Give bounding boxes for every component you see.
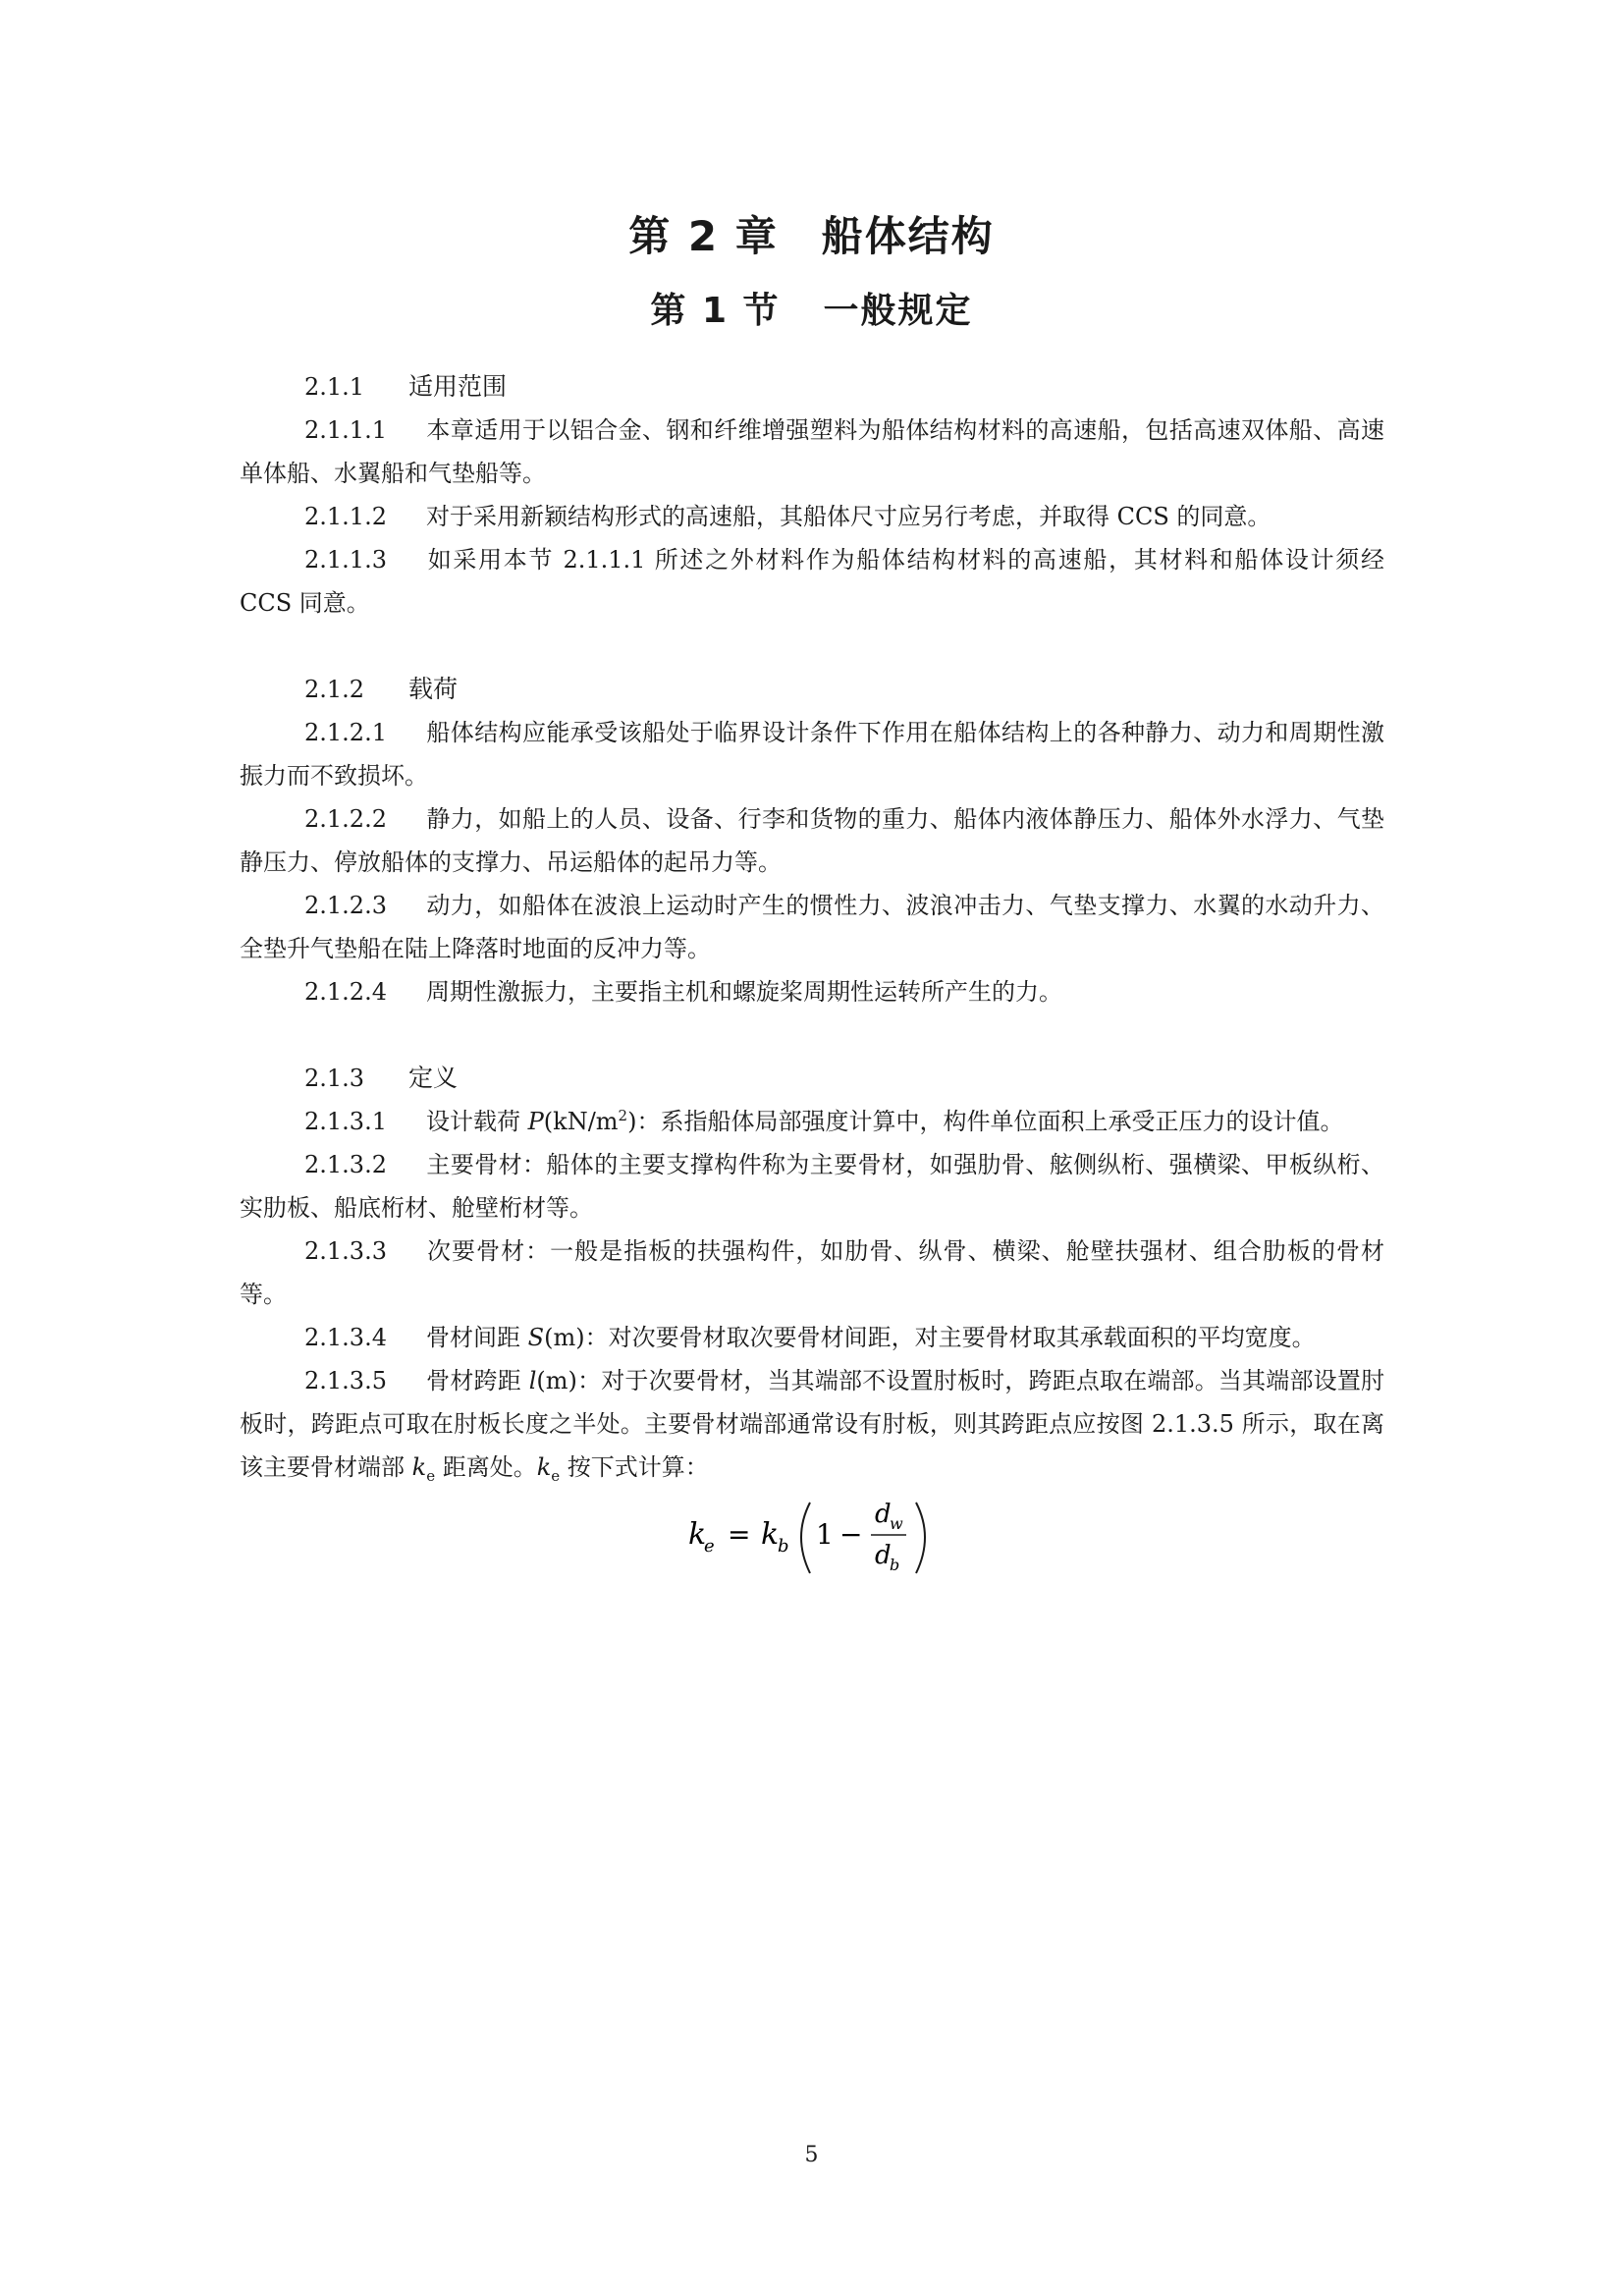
clause-heading [240,668,1384,711]
clause-paragraph [240,970,1384,1013]
paragraph-text: ：对次要骨材取次要骨材间距，对主要骨材取其承载面积的平均宽度。 [584,1324,1316,1351]
formula-numerator-sub: w [890,1514,903,1533]
clause-number: 2.1.1.3 [304,546,387,574]
unit: (m) [536,1367,577,1394]
clause-number: 2.1.2.2 [304,805,387,833]
heading-text: 载荷 [408,675,459,703]
clause-paragraph [240,1230,1384,1316]
paragraph-text: 动力，如船体在波浪上运动时产生的惯性力、波浪冲击力、气垫支撑力、水翼的水动升力、全垫升气垫船在陆上降落时地面的反冲力等。 [240,892,1384,962]
spacer [240,625,1384,668]
paragraph-text: 骨材间距 [426,1324,528,1351]
clause-paragraph [240,1100,1384,1143]
paragraph-text: 船体结构应能承受该船处于临界设计条件下作用在船体结构上的各种静力、动力和周期性激振力而不致损坏。 [240,719,1384,790]
clause-number: 2.1.3 [304,1065,365,1092]
variable: P [527,1108,544,1135]
formula-denominator: d [875,1541,892,1570]
clause-number: 2.1.2 [304,676,365,703]
formula-minus: − [839,1518,863,1551]
clause-paragraph [240,1143,1384,1230]
variable: k [536,1453,552,1481]
section-name: 一般规定 [823,291,973,331]
clause-paragraph [240,495,1384,538]
chapter-name: 船体结构 [821,212,995,260]
clause-number: 2.1.2.3 [304,892,387,919]
clause-number: 2.1.3.4 [304,1324,387,1351]
left-paren [801,1503,810,1573]
section-title [0,283,1623,333]
clause-paragraph [240,797,1384,884]
clause-number: 2.1.2.1 [304,719,387,746]
spacer [240,1013,1384,1057]
variable: k [411,1453,427,1481]
clause-number: 2.1.2.4 [304,978,387,1006]
page-number: 5 [804,2143,819,2167]
clause-number: 2.1.1.1 [304,416,387,444]
formula-svg [684,1493,940,1581]
paragraph-text: 次要骨材：一般是指板的扶强构件，如肋骨、纵骨、横梁、舱壁扶强材、组合肋板的骨材等。 [240,1237,1384,1308]
paragraph-text: 按下式计算： [560,1453,709,1481]
body-content [240,365,1384,1581]
heading-text: 定义 [408,1064,459,1092]
clause-number: 2.1.1 [304,373,365,401]
right-paren [916,1503,925,1573]
formula-rhs-sub: b [778,1536,789,1557]
paragraph-text: ：对于次要骨材，当其端部不设置肘板时，跨距点取在端部。当其端部设置肘板时，跨距点可取在肘板长度之半处。主要骨材端部通常设有肘板，则其跨距点应按图 2.1.3.5 所示，取在离该主要骨材端部 [240,1367,1384,1481]
formula [240,1493,1384,1581]
formula-rhs: k [761,1517,780,1552]
clause-number: 2.1.3.2 [304,1151,387,1178]
chapter-number: 第 2 章 [628,212,779,260]
clause-paragraph [240,1359,1384,1489]
formula-denominator-sub: b [890,1556,900,1574]
formula-numerator: d [875,1500,892,1529]
formula-lhs: k [688,1517,707,1552]
paragraph-text: )：系指船体局部强度计算中，构件单位面积上承受正压力的设计值。 [627,1108,1344,1135]
clause-number: 2.1.3.3 [304,1237,387,1265]
clause-paragraph [240,711,1384,797]
unit: (m) [544,1324,585,1351]
clause-heading [240,1057,1384,1100]
subscript: e [551,1466,561,1485]
chapter-title [0,204,1623,263]
clause-heading [240,365,1384,409]
variable: S [527,1324,545,1351]
clause-paragraph [240,538,1384,625]
clause-number: 2.1.3.1 [304,1108,387,1135]
heading-text: 适用范围 [408,372,508,401]
formula-equals: = [728,1518,751,1551]
paragraph-text: 对于采用新颖结构形式的高速船，其船体尺寸应另行考虑，并取得 CCS 的同意。 [426,503,1271,530]
variable: l [528,1367,537,1394]
paragraph-text: 如采用本节 2.1.1.1 所述之外材料作为船体结构材料的高速船，其材料和船体设计须经 CCS 同意。 [240,546,1384,617]
paragraph-text: 静力，如船上的人员、设备、行李和货物的重力、船体内液体静压力、船体外水浮力、气垫静压力、停放船体的支撑力、吊运船体的起吊力等。 [240,805,1384,876]
paragraph-text: 设计载荷 [426,1108,528,1135]
subscript: e [426,1466,436,1485]
clause-number: 2.1.1.2 [304,503,387,530]
paragraph-text: 本章适用于以铝合金、钢和纤维增强塑料为船体结构材料的高速船，包括高速双体船、高速单体船、水翼船和气垫船等。 [240,416,1384,487]
clause-paragraph [240,409,1384,495]
superscript: 2 [618,1107,628,1124]
formula-lhs-sub: e [704,1536,715,1557]
formula-one: 1 [816,1518,834,1551]
paragraph-text: 骨材跨距 [426,1367,529,1394]
unit: (kN/m [543,1108,619,1135]
paragraph-text: 主要骨材：船体的主要支撑构件称为主要骨材，如强肋骨、舷侧纵桁、强横梁、甲板纵桁、实肋板、船底桁材、舱壁桁材等。 [240,1151,1384,1222]
section-number: 第 1 节 [650,291,781,331]
paragraph-text: 周期性激振力，主要指主机和螺旋桨周期性运转所产生的力。 [426,978,1062,1006]
paragraph-text: 距离处。 [435,1453,537,1481]
clause-paragraph [240,1316,1384,1359]
clause-paragraph [240,884,1384,970]
clause-number: 2.1.3.5 [304,1367,387,1394]
